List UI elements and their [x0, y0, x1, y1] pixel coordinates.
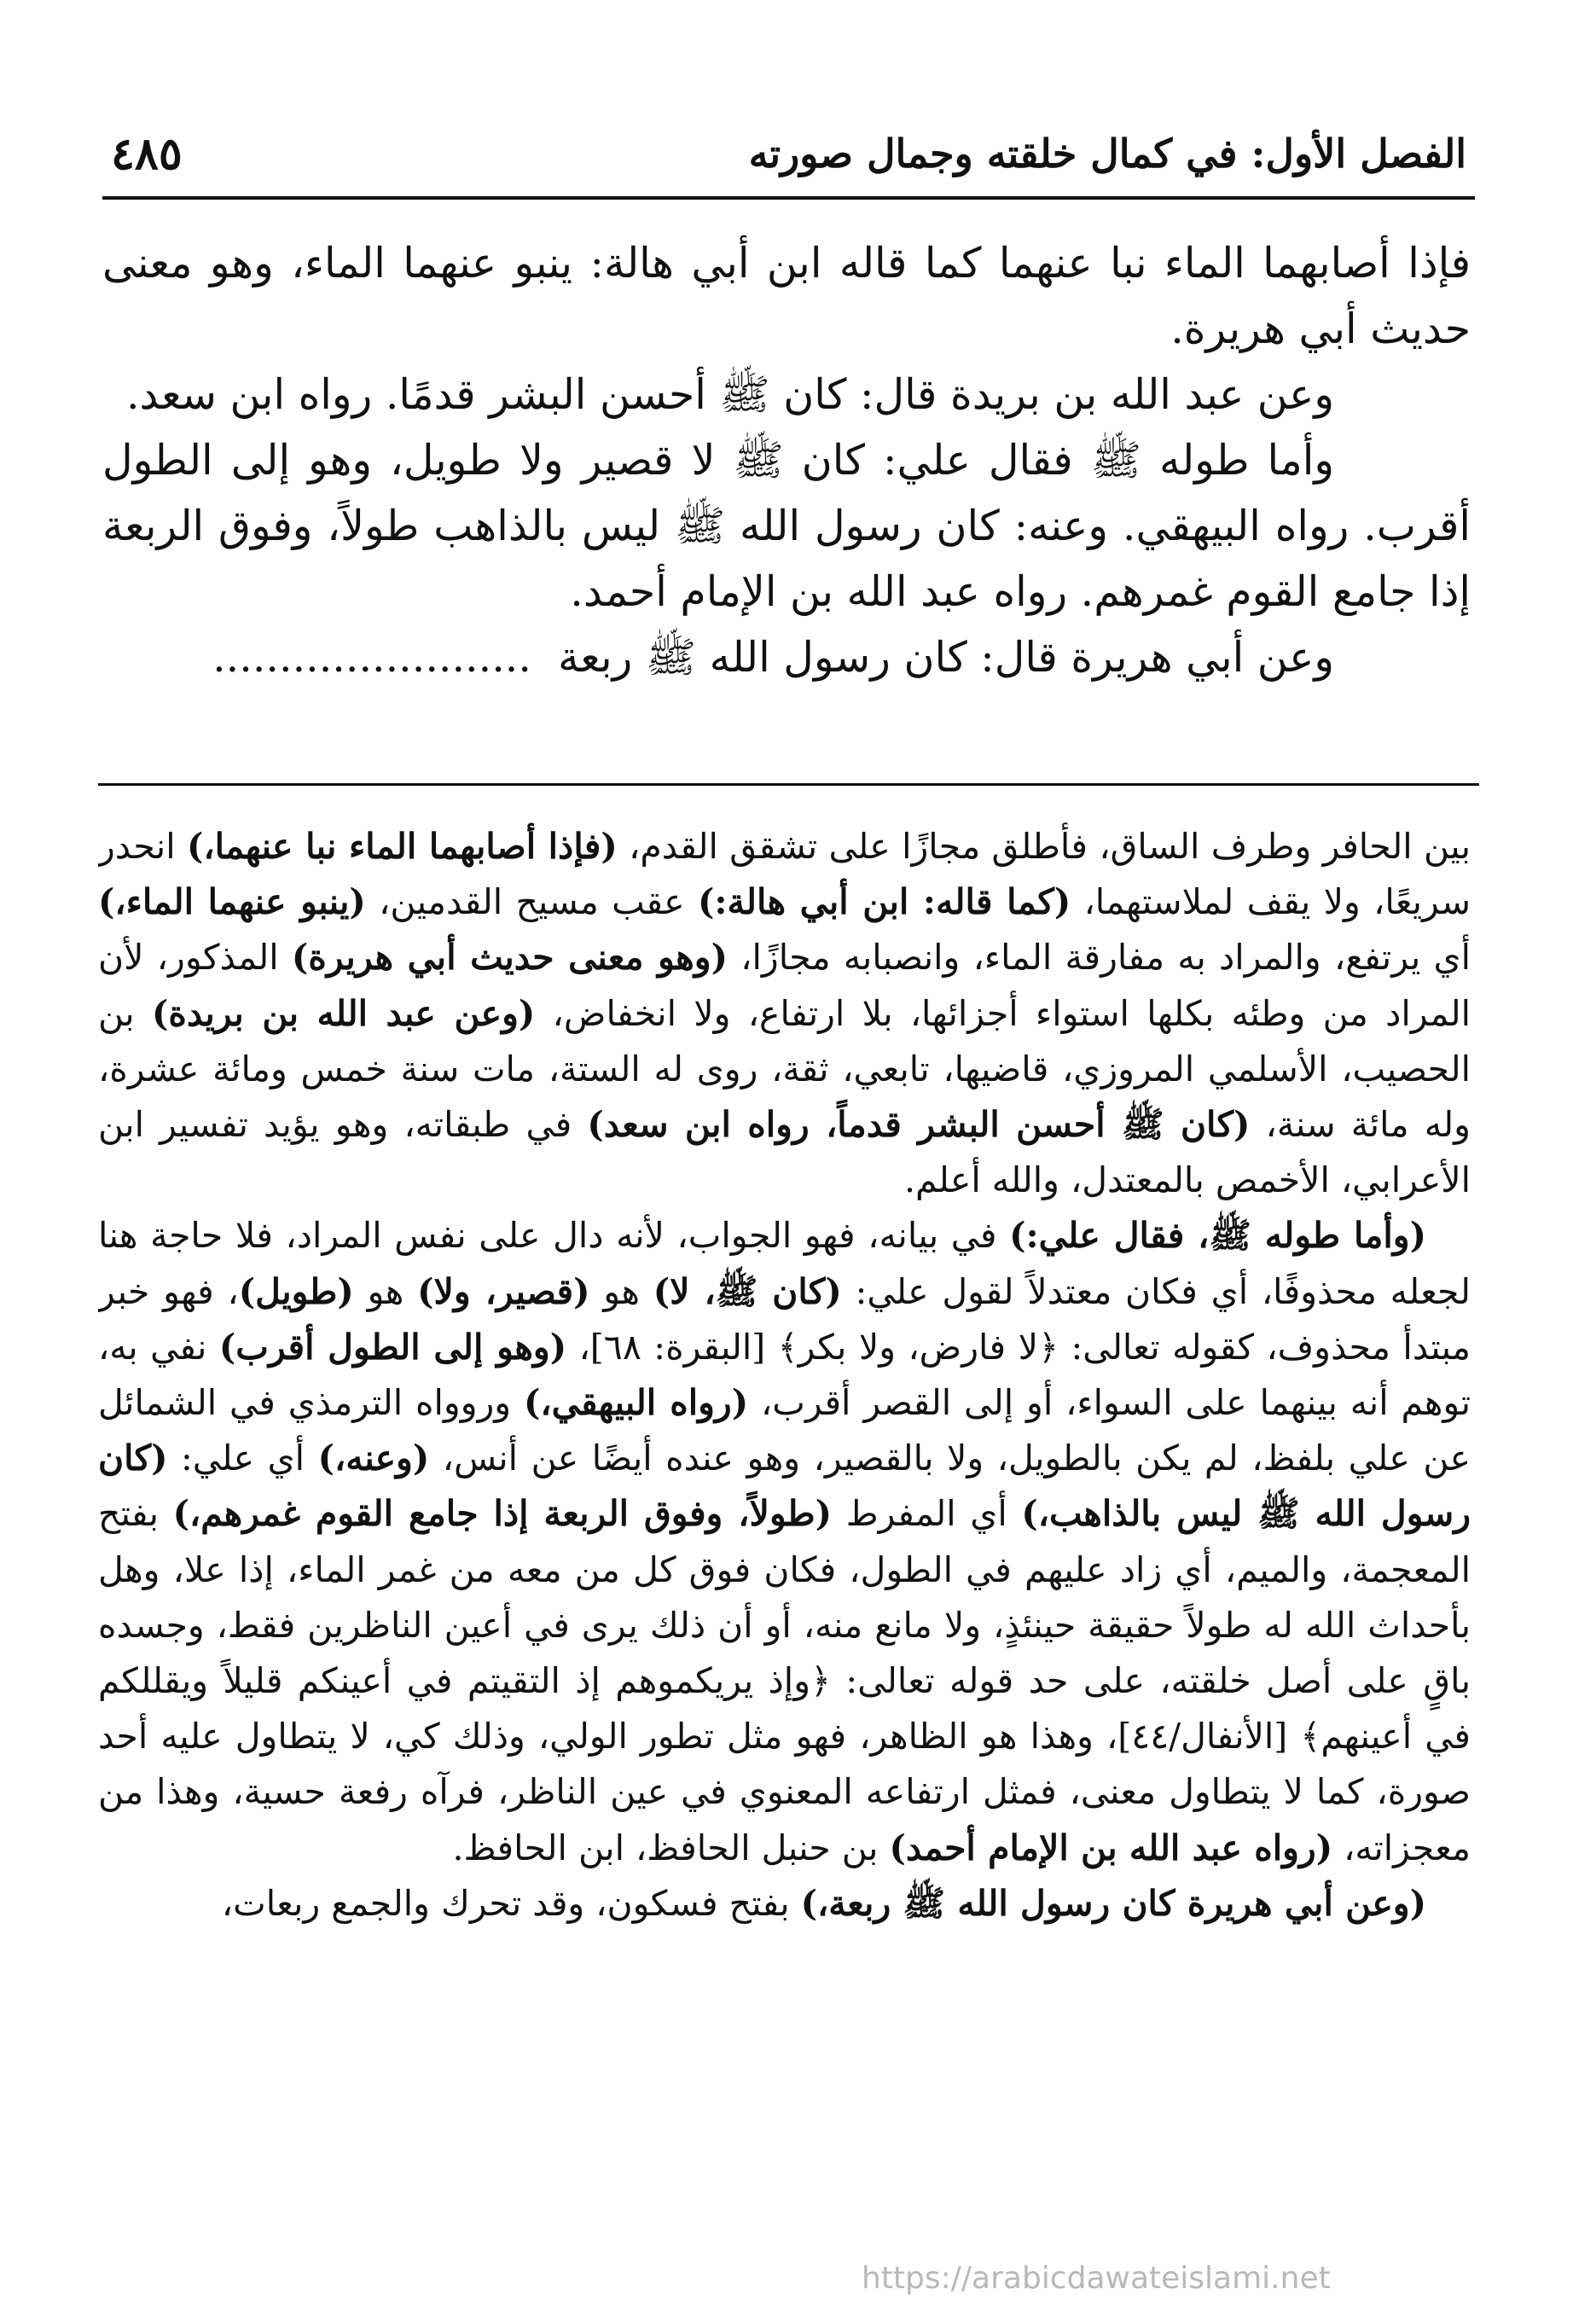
commentary-segment: في بيانه، فهو الجواب، لأنه دال على نفس المراد، فلا حاجة هنا لجعله محذوفًا، أي فكان معتدلاً لقول علي:: [98, 1215, 1471, 1312]
header-rule: [102, 196, 1475, 200]
commentary-quoted-matn: (وهو معنى حديث أبي هريرة): [291, 937, 728, 979]
commentary-quoted-matn: (طولاً، وفوق الربعة إذا جامع القوم غمرهم،): [172, 1493, 833, 1535]
commentary-segment: عقب مسيح القدمين،: [365, 881, 698, 923]
commentary-quoted-matn: (طويل): [238, 1270, 354, 1312]
commentary-quoted-matn: (فإذا أصابهما الماء نبا عنهما،): [186, 826, 618, 867]
commentary-segment: هو: [353, 1270, 418, 1312]
commentary-segment: انحدر سريعًا، ولا يقف لملاستهما،: [98, 826, 1471, 923]
commentary-segment: نفي به، توهم أنه بينهما على السواء، أو إلى القصر أقرب،: [98, 1326, 1471, 1424]
commentary-quoted-matn: (كان ﷺ، لا): [653, 1270, 842, 1312]
commentary-segment: بفتح المعجمة، والميم، أي زاد عليهم في الطول، فكان فوق كل من معه من غمر الماء، إذا علا، وهل بأحداث الله له طولاً حقيقة حينئذٍ، ولا مانع منه، أو أن ذلك يرى في أعين الناظرين فقط، وجسده باقٍ على أصل خلقته، على حد قوله تعالى: ﴿وإذ يريكموهم إذ التقيتم في أعينكم قليلاً ويقللكم في أعينهم﴾ [الأنفال/٤٤]، وهذا هو الظاهر، فهو مثل تطور الولي، وذلك كي، لا يتطاول عليه أحد صورة، كما لا يتطاول معنى، فمثل ارتفاعه المعنوي في عين الناظر، فرآه رفعة حسية، وهذا من معجزاته،: [98, 1493, 1471, 1868]
matn-paragraph-1: فإذا أصابهما الماء نبا عنهما كما قاله ابن أبي هالة: ينبو عنهما الماء، وهو معنى حديث أبي هريرة.: [102, 239, 1471, 353]
commentary-segment: بن حنبل الحافظ، ابن الحافظ.: [452, 1827, 890, 1868]
commentary-paragraph-2: [98, 1208, 1471, 1875]
matn-paragraph-2: وعن عبد الله بن بريدة قال: كان ﷺ أحسن البشر قدمًا. رواه ابن سعد.: [125, 370, 1334, 419]
main-text: [102, 230, 1471, 764]
matn-paragraph-4-text: وعن أبي هريرة قال: كان رسول الله ﷺ ربعة: [558, 633, 1334, 682]
commentary-quoted-matn: (كان ﷺ أحسن البشر قدماً، رواه ابن سعد): [587, 1104, 1251, 1146]
commentary-quoted-matn: (ينبو عنهما الماء،): [98, 881, 366, 923]
continuation-dots: ........................: [212, 633, 531, 682]
commentary-segment: أي يرتفع، والمراد به مفارقة الماء، وانصبابه مجازًا،: [728, 937, 1471, 979]
website-watermark: https://arabicdawateislami.net: [862, 2261, 1331, 2296]
commentary-quoted-matn: (وهو إلى الطول أقرب): [218, 1326, 567, 1368]
commentary-text: [98, 819, 1471, 2286]
commentary-quoted-matn: (وعنه،): [317, 1438, 430, 1479]
commentary-segment: وروواه الترمذي في الشمائل عن علي بلفظ، لم يكن بالطويل، ولا بالقصير، وهو عنده أيضًا عن أنس،: [98, 1382, 1471, 1479]
commentary-segment: في طبقاته، وهو يؤيد تفسير ابن الأعرابي، الأخمص بالمعتدل، والله أعلم.: [98, 1104, 1471, 1201]
commentary-quoted-matn: (وأما طوله ﷺ، فقال علي:): [1009, 1215, 1426, 1257]
chapter-title: الفصل الأول: في كمال خلقته وجمال صورته: [748, 131, 1466, 177]
commentary-paragraph-3: [98, 1876, 1471, 1932]
matn-paragraph-3: وأما طوله ﷺ فقال علي: كان ﷺ لا قصير ولا طويل، وهو إلى الطول أقرب. رواه البيهقي. وعنه: كان رسول الله ﷺ ليس بالذاهب طولاً، وفوق الربعة إذا جامع القوم غمرهم. رواه عبد الله بن الإمام أحمد.: [102, 436, 1471, 616]
commentary-quoted-matn: (قصير، ولا): [417, 1270, 590, 1312]
commentary-quoted-matn: (رواه عبد الله بن الإمام أحمد): [889, 1827, 1333, 1868]
commentary-quoted-matn: (وعن أبي هريرة كان رسول الله ﷺ ربعة،): [800, 1882, 1426, 1924]
commentary-segment: هو: [589, 1270, 653, 1312]
commentary-quoted-matn: (وعن عبد الله بن بريدة): [151, 992, 536, 1034]
commentary-segment: المذكور، لأن المراد من وطئه بكلها استواء أجزائها، بلا ارتفاع، ولا انخفاض،: [98, 937, 1471, 1034]
commentary-quoted-matn: (كما قاله: ابن أبي هالة:): [697, 881, 1071, 923]
commentary-quoted-matn: (كان رسول الله ﷺ ليس بالذاهب،): [98, 1438, 1471, 1535]
matn-paragraph-4: [102, 625, 1471, 690]
commentary-paragraph-1: [98, 819, 1471, 1208]
running-header: [111, 119, 1466, 188]
commentary-segment: بين الحافر وطرف الساق، فأطلق مجازًا على تشقق القدم،: [617, 826, 1471, 867]
separator-rule: [98, 783, 1479, 786]
page-number: ٤٨٥: [111, 127, 183, 180]
commentary-segment: أي علي:: [167, 1438, 318, 1479]
commentary-segment: بن الحصيب، الأسلمي المروزي، قاضيها، تابعي، ثقة، روى له الستة، مات سنة خمس ومائة عشرة، وله مائة سنة،: [98, 992, 1471, 1146]
commentary-quoted-matn: (رواه البيهقي،): [524, 1382, 749, 1424]
commentary-segment: بفتح فسكون، وقد تحرك والجمع ربعات،: [221, 1882, 801, 1924]
commentary-segment: أي المفرط: [832, 1493, 1022, 1535]
commentary-segment: ، فهو خبر مبتدأ محذوف، كقوله تعالى: ﴿لا فارض، ولا بكر﴾ [البقرة: ٦٨]،: [98, 1270, 1471, 1368]
